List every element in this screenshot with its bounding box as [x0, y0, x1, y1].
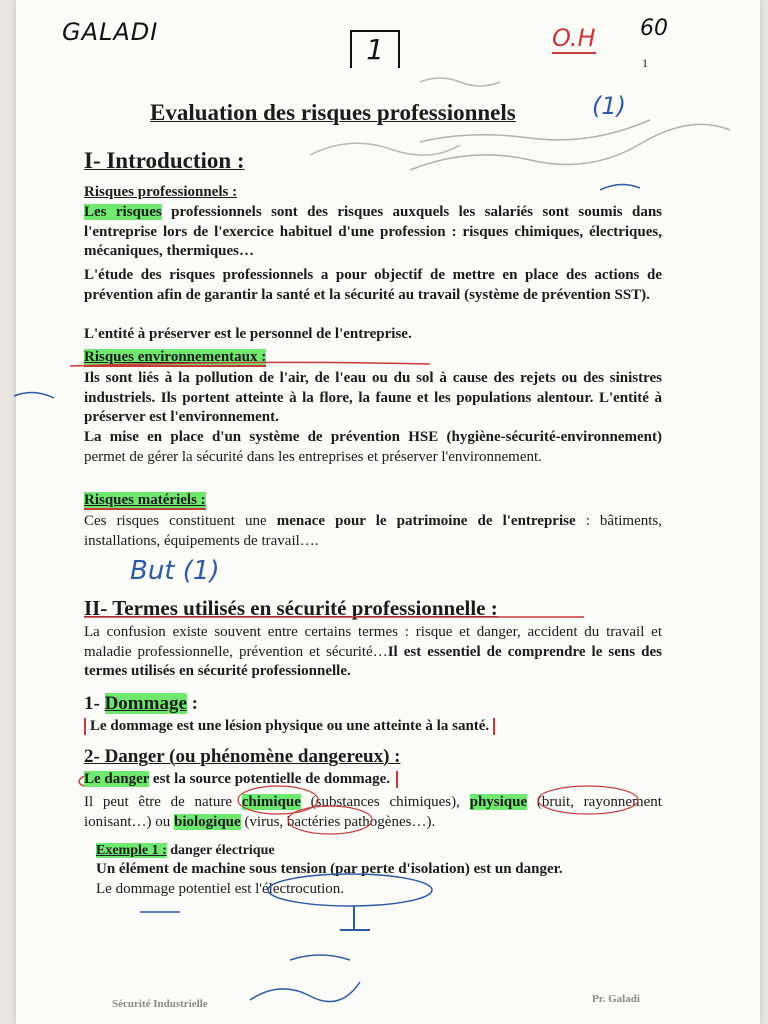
environnement-text: Ils sont liés à la pollution de l'air, de l'eau ou du sol à cause des rejets ou des sinistres industriels. Ils portent atteinte à la flore, la faune et les populations alentour. L'entité à préserver est l'environnement.: [84, 370, 662, 425]
nature-c: (bruit, rayonnement ionisant…) ou: [84, 794, 662, 830]
risques-professionnels-text: professionnels sont des risques auxquels les salariés sont soumis dans l'entreprise lors de l'exercice habituel d'une profession : risques chimiques, électriques, mécaniques, thermiques…: [84, 204, 663, 259]
handwritten-code: O.H: [552, 24, 596, 52]
materiels-bold: menace pour le patrimoine de l'entreprise: [276, 513, 576, 529]
dommage-colon: :: [186, 693, 198, 714]
small-page-number: 1: [642, 56, 648, 70]
chimique-highlight: chimique: [241, 794, 301, 810]
dommage-num: 1-: [84, 693, 105, 714]
nature-b: (substances chimiques),: [300, 794, 470, 810]
risques-professionnels-label: Risques professionnels :: [84, 184, 238, 200]
materiels-text-b: : bâtiments, installations, équipements de travail….: [84, 513, 662, 549]
nature-d: (virus, bactéries pathogènes…).: [240, 813, 436, 830]
hse-rest: permet de gérer la sécurité dans les entreprises et préserver l'environnement.: [84, 448, 542, 465]
termes-text: La confusion existe souvent entre certains termes : risque et danger, accident du travail et maladie professionnelle, prévention et sécurité…: [84, 624, 662, 660]
materiels-text-a: Ces risques constituent une: [84, 513, 277, 529]
footer-left: Sécurité Industrielle: [112, 998, 208, 1010]
dommage-highlight: Dommage: [104, 693, 187, 714]
danger-def-text: est la source potentielle de dommage.: [149, 771, 391, 787]
handwritten-author: GALADI: [62, 18, 159, 46]
hse-bold: La mise en place d'un système de prévention HSE (hygiène-sécurité-environnement): [84, 429, 662, 445]
page-number: 1: [366, 33, 384, 66]
exemple-title: danger électrique: [166, 843, 275, 858]
danger-heading: 2- Danger (ou phénomène dangereux) :: [84, 746, 401, 767]
danger-highlight: Le danger: [84, 771, 150, 787]
page-title: Evaluation des risques professionnels: [150, 100, 516, 125]
biologique-highlight: biologique: [174, 813, 241, 830]
nature-a: Il peut être de nature: [84, 794, 242, 810]
exemple-label: Exemple 1 :: [96, 843, 167, 858]
risques-environnementaux-text: Risques environnementaux :: [84, 349, 267, 365]
footer-right: Pr. Galadi: [592, 993, 640, 1005]
dommage-definition: Le dommage est une lésion physique ou une atteinte à la santé.: [84, 718, 495, 735]
risques-materiels-text: Risques matériels :: [84, 492, 206, 508]
section-1-heading: I- Introduction :: [84, 148, 245, 173]
exemple-line-1: Un élément de machine sous tension (par perte d'isolation) est un danger.: [96, 861, 563, 877]
exemple-line-2: Le dommage potentiel est l'électrocution.: [96, 881, 345, 897]
section-2-heading: II- Termes utilisés en sécurité professionnelle :: [84, 596, 498, 620]
handwritten-score: 60: [640, 16, 668, 41]
physique-highlight: physique: [469, 794, 528, 810]
title-annotation: (1): [592, 92, 626, 120]
entite-personnel: L'entité à préserver est le personnel de l'entreprise.: [84, 326, 412, 342]
handwritten-but: But (1): [130, 556, 220, 586]
termes-bold: Il est essentiel de comprendre le sens des termes utilisés en sécurité professionnelle.: [84, 643, 663, 679]
etude-paragraph: L'étude des risques professionnels a pour objectif de mettre en place des actions de prévention afin de garantir la santé et la sécurité au travail (système de prévention SST).: [84, 267, 662, 303]
highlight-les-risques: Les risques: [84, 204, 162, 220]
